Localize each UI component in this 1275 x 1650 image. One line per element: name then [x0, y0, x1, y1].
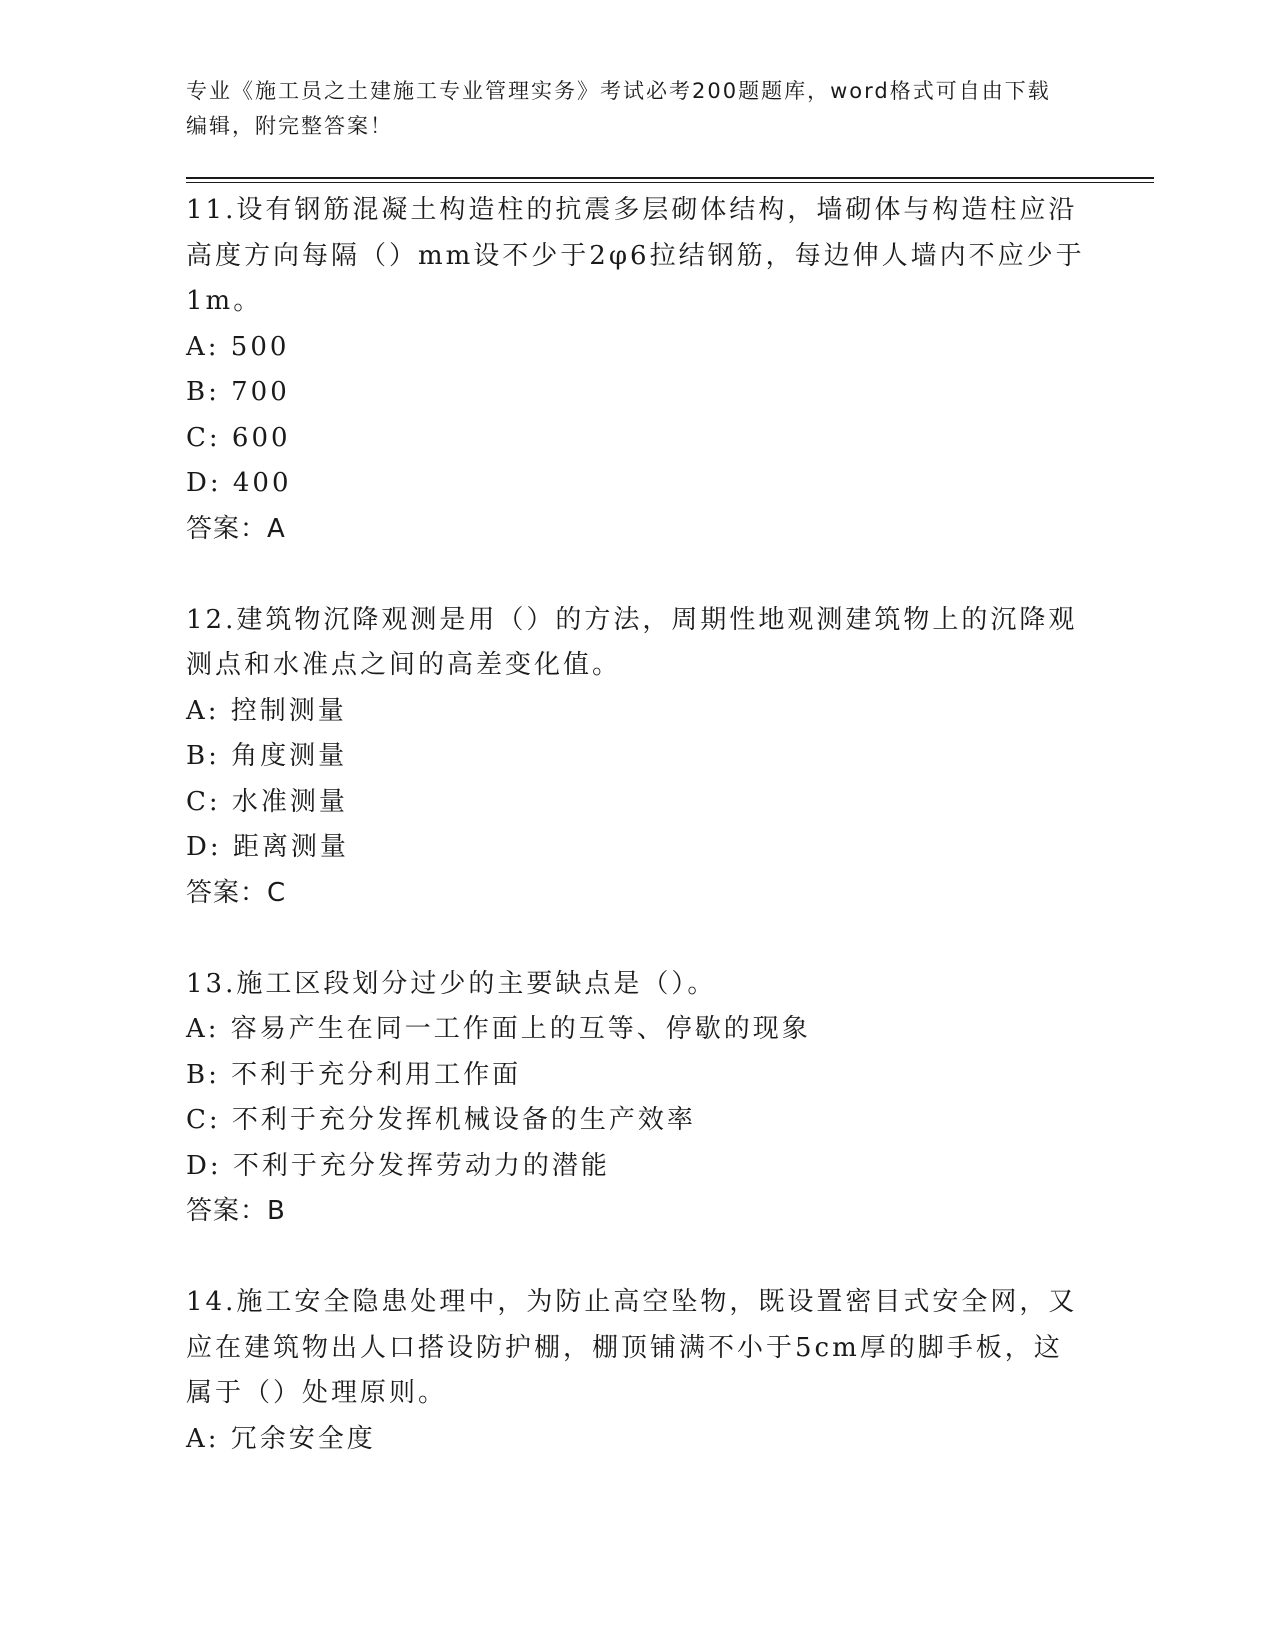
question-stem: 14.施工安全隐患处理中，为防止高空坠物，既设置密目式安全网，又应在建筑物出人口搭设防护棚，棚顶铺满不小于5cm厚的脚手板，这属于（）处理原则。 [186, 1287, 1078, 1408]
option-c: C: 不利于充分发挥机械设备的生产效率 [186, 1105, 696, 1135]
option-b: B: 不利于充分利用工作面 [186, 1059, 522, 1090]
answer: 答案：C [186, 877, 287, 908]
question-spacer [186, 552, 1086, 598]
option-a: A: 控制测量 [186, 695, 347, 726]
option-d: D: 距离测量 [186, 832, 349, 862]
option-c: C: 水准测量 [186, 786, 348, 817]
header-divider-thick [186, 177, 1154, 179]
option-d: D: 不利于充分发挥劳动力的潜能 [186, 1150, 610, 1181]
header-divider-thin [186, 182, 1154, 183]
document-header: 专业《施工员之土建施工专业管理实务》考试必考200题题库，word格式可自由下载编辑，附完整答案！ [186, 79, 1051, 138]
question-12 [186, 598, 1086, 917]
option-b: B: 角度测量 [186, 741, 348, 771]
answer: 答案：B [186, 1196, 286, 1226]
question-list [186, 188, 1086, 1462]
option-a: A: 容易产生在同一工作面上的互等、停歇的现象 [186, 1014, 811, 1044]
option-a: A: 500 [186, 331, 290, 362]
option-c: C: 600 [186, 422, 291, 453]
question-stem: 11.设有钢筋混凝土构造柱的抗震多层砌体结构，墙砌体与构造柱应沿高度方向每隔（）mm设不少于2φ6拉结钢筋，每边伸人墙内不应少于1m。 [186, 195, 1085, 316]
question-11 [186, 188, 1086, 552]
question-14 [186, 1280, 1086, 1462]
option-d: D: 400 [186, 468, 292, 498]
answer: 答案：A [186, 513, 286, 544]
option-b: B: 700 [186, 377, 290, 407]
question-stem: 12.建筑物沉降观测是用（）的方法，周期性地观测建筑物上的沉降观测点和水准点之间的高差变化值。 [186, 604, 1078, 680]
question-stem: 13.施工区段划分过少的主要缺点是（）。 [186, 968, 717, 999]
question-spacer [186, 916, 1086, 962]
question-13 [186, 962, 1086, 1235]
option-a: A: 冗余安全度 [186, 1423, 376, 1454]
question-spacer [186, 1235, 1086, 1281]
